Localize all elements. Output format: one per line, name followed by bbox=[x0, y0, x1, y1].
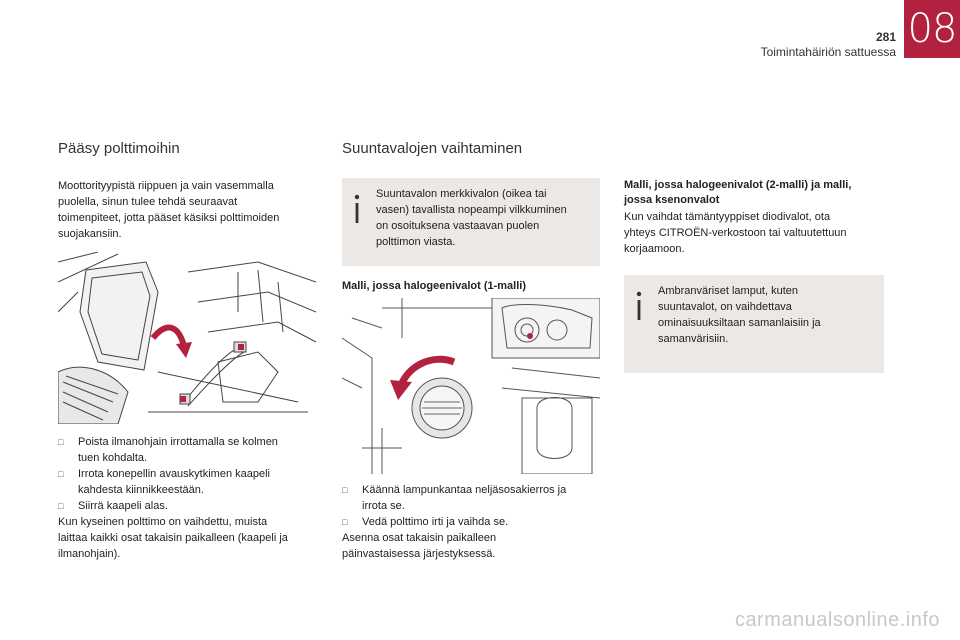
intro-line: Moottorityypistä riippuen ja vain vasemmalla bbox=[58, 180, 274, 192]
info-icon bbox=[352, 194, 362, 224]
headlamp-figure bbox=[342, 298, 600, 474]
outro-line: ilmanohjain). bbox=[58, 548, 121, 560]
headlamp-illustration bbox=[342, 298, 600, 474]
subheading-halogen-1: Malli, jossa halogeenivalot (1-malli) bbox=[342, 280, 526, 292]
outro-paragraph bbox=[58, 514, 328, 562]
text-line: korjaamoon. bbox=[624, 243, 685, 255]
outro-line: Asenna osat takaisin paikalleen bbox=[342, 532, 497, 544]
intro-paragraph bbox=[58, 178, 323, 242]
step-line: Irrota konepellin avauskytkimen kaapeli bbox=[78, 468, 270, 480]
info-box-amber-lamps bbox=[624, 275, 884, 373]
outro-line: laittaa kaikki osat takaisin paikalleen (kaapeli ja bbox=[58, 532, 288, 544]
info-line: on osoituksena vastaavan puolen bbox=[376, 220, 540, 232]
intro-line: puolella, sinun tulee tehdä seuraavat bbox=[58, 196, 238, 208]
info-icon bbox=[634, 291, 644, 321]
step-line: kahdesta kiinnikkeestään. bbox=[78, 484, 204, 496]
step-line: tuen kohdalta. bbox=[78, 452, 148, 464]
intro-line: toimenpiteet, jotta pääset käsiksi polttimoiden bbox=[58, 212, 280, 224]
text-line: yhteys CITROËN-verkostoon tai valtuutettuun bbox=[624, 227, 847, 239]
watermark: carmanualsonline.info bbox=[734, 609, 940, 631]
middle-steps-list bbox=[342, 482, 604, 530]
info-line: ominaisuuksiltaan samanlaisiin ja bbox=[658, 317, 821, 329]
info-line: Ambranväriset lamput, kuten bbox=[658, 285, 799, 297]
checkbox-bullet-icon: □ bbox=[342, 517, 348, 527]
list-item bbox=[342, 482, 604, 514]
left-steps-list bbox=[58, 434, 323, 514]
info-text bbox=[376, 186, 596, 250]
step-line: Käännä lampunkantaa neljäsosakierros ja bbox=[362, 484, 567, 496]
intro-line: suojakansiin. bbox=[58, 228, 122, 240]
step-line: Siirrä kaapeli alas. bbox=[78, 500, 168, 512]
text-line: Kun vaihdat tämäntyyppiset diodivalot, ota bbox=[624, 211, 831, 223]
middle-outro-paragraph bbox=[342, 530, 604, 562]
checkbox-bullet-icon: □ bbox=[58, 501, 64, 511]
info-text bbox=[658, 283, 878, 347]
step-line: Poista ilmanohjain irrottamalla se kolmen bbox=[78, 436, 278, 448]
info-line: vasen) tavallista nopeampi vilkkuminen bbox=[376, 204, 567, 216]
info-line: samanvärisiin. bbox=[658, 333, 729, 345]
info-line: Suuntavalon merkkivalon (oikea tai bbox=[376, 188, 547, 200]
outro-line: Kun kyseinen polttimo on vaihdettu, muista bbox=[58, 516, 268, 528]
info-box-indicator bbox=[342, 178, 600, 266]
info-line: suuntavalot, on vaihdettava bbox=[658, 301, 792, 313]
subheading-line: jossa ksenonvalot bbox=[624, 194, 720, 206]
list-item bbox=[342, 514, 604, 530]
section-title: Toimintahäiriön sattuessa bbox=[760, 45, 896, 59]
right-paragraph bbox=[624, 209, 892, 257]
step-line: Vedä polttimo irti ja vaihda se. bbox=[362, 516, 509, 528]
outro-line: päinvastaisessa järjestyksessä. bbox=[342, 548, 496, 560]
heading-indicator-replacement: Suuntavalojen vaihtaminen bbox=[342, 140, 523, 157]
step-line: irrota se. bbox=[362, 500, 405, 512]
checkbox-bullet-icon: □ bbox=[342, 485, 348, 495]
list-item bbox=[58, 466, 323, 498]
list-item bbox=[58, 498, 323, 514]
engine-bay-figure bbox=[58, 252, 316, 424]
subheading-halogen-2-xenon bbox=[624, 178, 892, 208]
info-line: polttimon viasta. bbox=[376, 236, 456, 248]
checkbox-bullet-icon: □ bbox=[58, 437, 64, 447]
page-number: 281 bbox=[875, 30, 896, 44]
subheading-line: Malli, jossa halogeenivalot (2-malli) ja malli, bbox=[624, 179, 852, 191]
list-item bbox=[58, 434, 323, 466]
heading-bulb-access: Pääsy polttimoihin bbox=[58, 140, 180, 157]
chapter-tab: 08 bbox=[904, 0, 960, 58]
engine-bay-illustration bbox=[58, 252, 316, 424]
checkbox-bullet-icon: □ bbox=[58, 469, 64, 479]
